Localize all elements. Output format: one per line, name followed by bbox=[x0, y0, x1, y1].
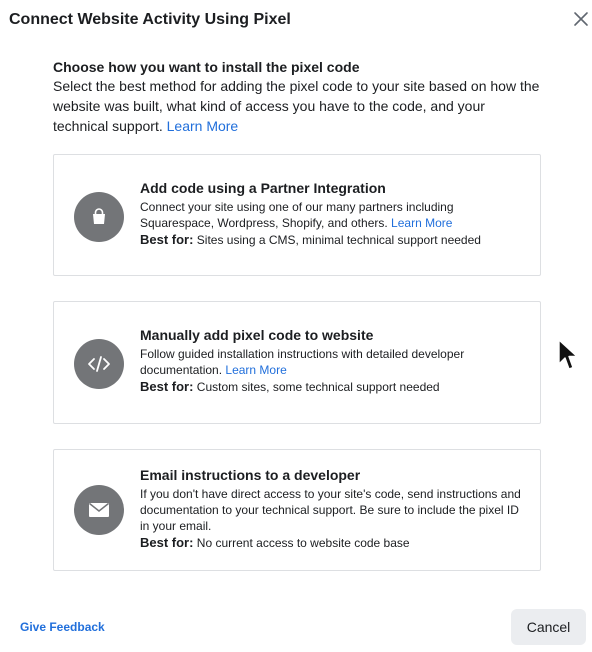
mouse-cursor-icon bbox=[558, 339, 580, 372]
intro-learn-more-link[interactable]: Learn More bbox=[166, 118, 239, 134]
code-icon bbox=[74, 339, 124, 389]
best-for-text: No current access to website code base bbox=[196, 536, 410, 550]
option-title: Add code using a Partner Integration bbox=[140, 180, 386, 196]
intro-heading: Choose how you want to install the pixel code bbox=[53, 59, 360, 75]
best-for-label: Best for: bbox=[140, 535, 194, 550]
option-learn-more-link[interactable]: Learn More bbox=[391, 216, 453, 230]
option-description-text: Connect your site using one of our many partners including Squarespace, Wordpress, Shopify, and others. bbox=[140, 200, 454, 230]
option-learn-more-link[interactable]: Learn More bbox=[225, 363, 287, 377]
option-title: Email instructions to a developer bbox=[140, 467, 361, 483]
intro-section bbox=[53, 58, 543, 136]
best-for-label: Best for: bbox=[140, 232, 194, 247]
intro-description-text: Select the best method for adding the pixel code to your site based on how the website was built, what kind of access you have to the code, and your technical support. bbox=[53, 78, 540, 134]
envelope-icon bbox=[74, 485, 124, 535]
intro-description bbox=[53, 76, 543, 136]
option-title: Manually add pixel code to website bbox=[140, 327, 374, 343]
option-best-for bbox=[140, 231, 524, 249]
option-description-text: Follow guided installation instructions with detailed developer documentation. bbox=[140, 347, 465, 377]
option-best-for bbox=[140, 378, 524, 396]
best-for-text: Custom sites, some technical support needed bbox=[196, 380, 440, 394]
option-partner-integration[interactable] bbox=[53, 154, 541, 276]
option-description bbox=[140, 346, 524, 378]
best-for-label: Best for: bbox=[140, 379, 194, 394]
close-button[interactable] bbox=[571, 9, 591, 29]
dialog-title: Connect Website Activity Using Pixel bbox=[9, 11, 291, 28]
cancel-button[interactable]: Cancel bbox=[511, 609, 586, 645]
close-icon bbox=[571, 9, 591, 29]
give-feedback-link[interactable]: Give Feedback bbox=[20, 620, 105, 634]
option-email-developer[interactable] bbox=[53, 449, 541, 571]
best-for-text: Sites using a CMS, minimal technical support needed bbox=[196, 233, 481, 247]
option-description: If you don't have direct access to your site's code, send instructions and documentation to your technical support. Be sure to include the pixel ID in your email. bbox=[140, 487, 521, 533]
option-manual-install[interactable] bbox=[53, 301, 541, 424]
shopping-bag-icon bbox=[74, 192, 124, 242]
option-description bbox=[140, 199, 524, 231]
option-best-for bbox=[140, 534, 524, 552]
